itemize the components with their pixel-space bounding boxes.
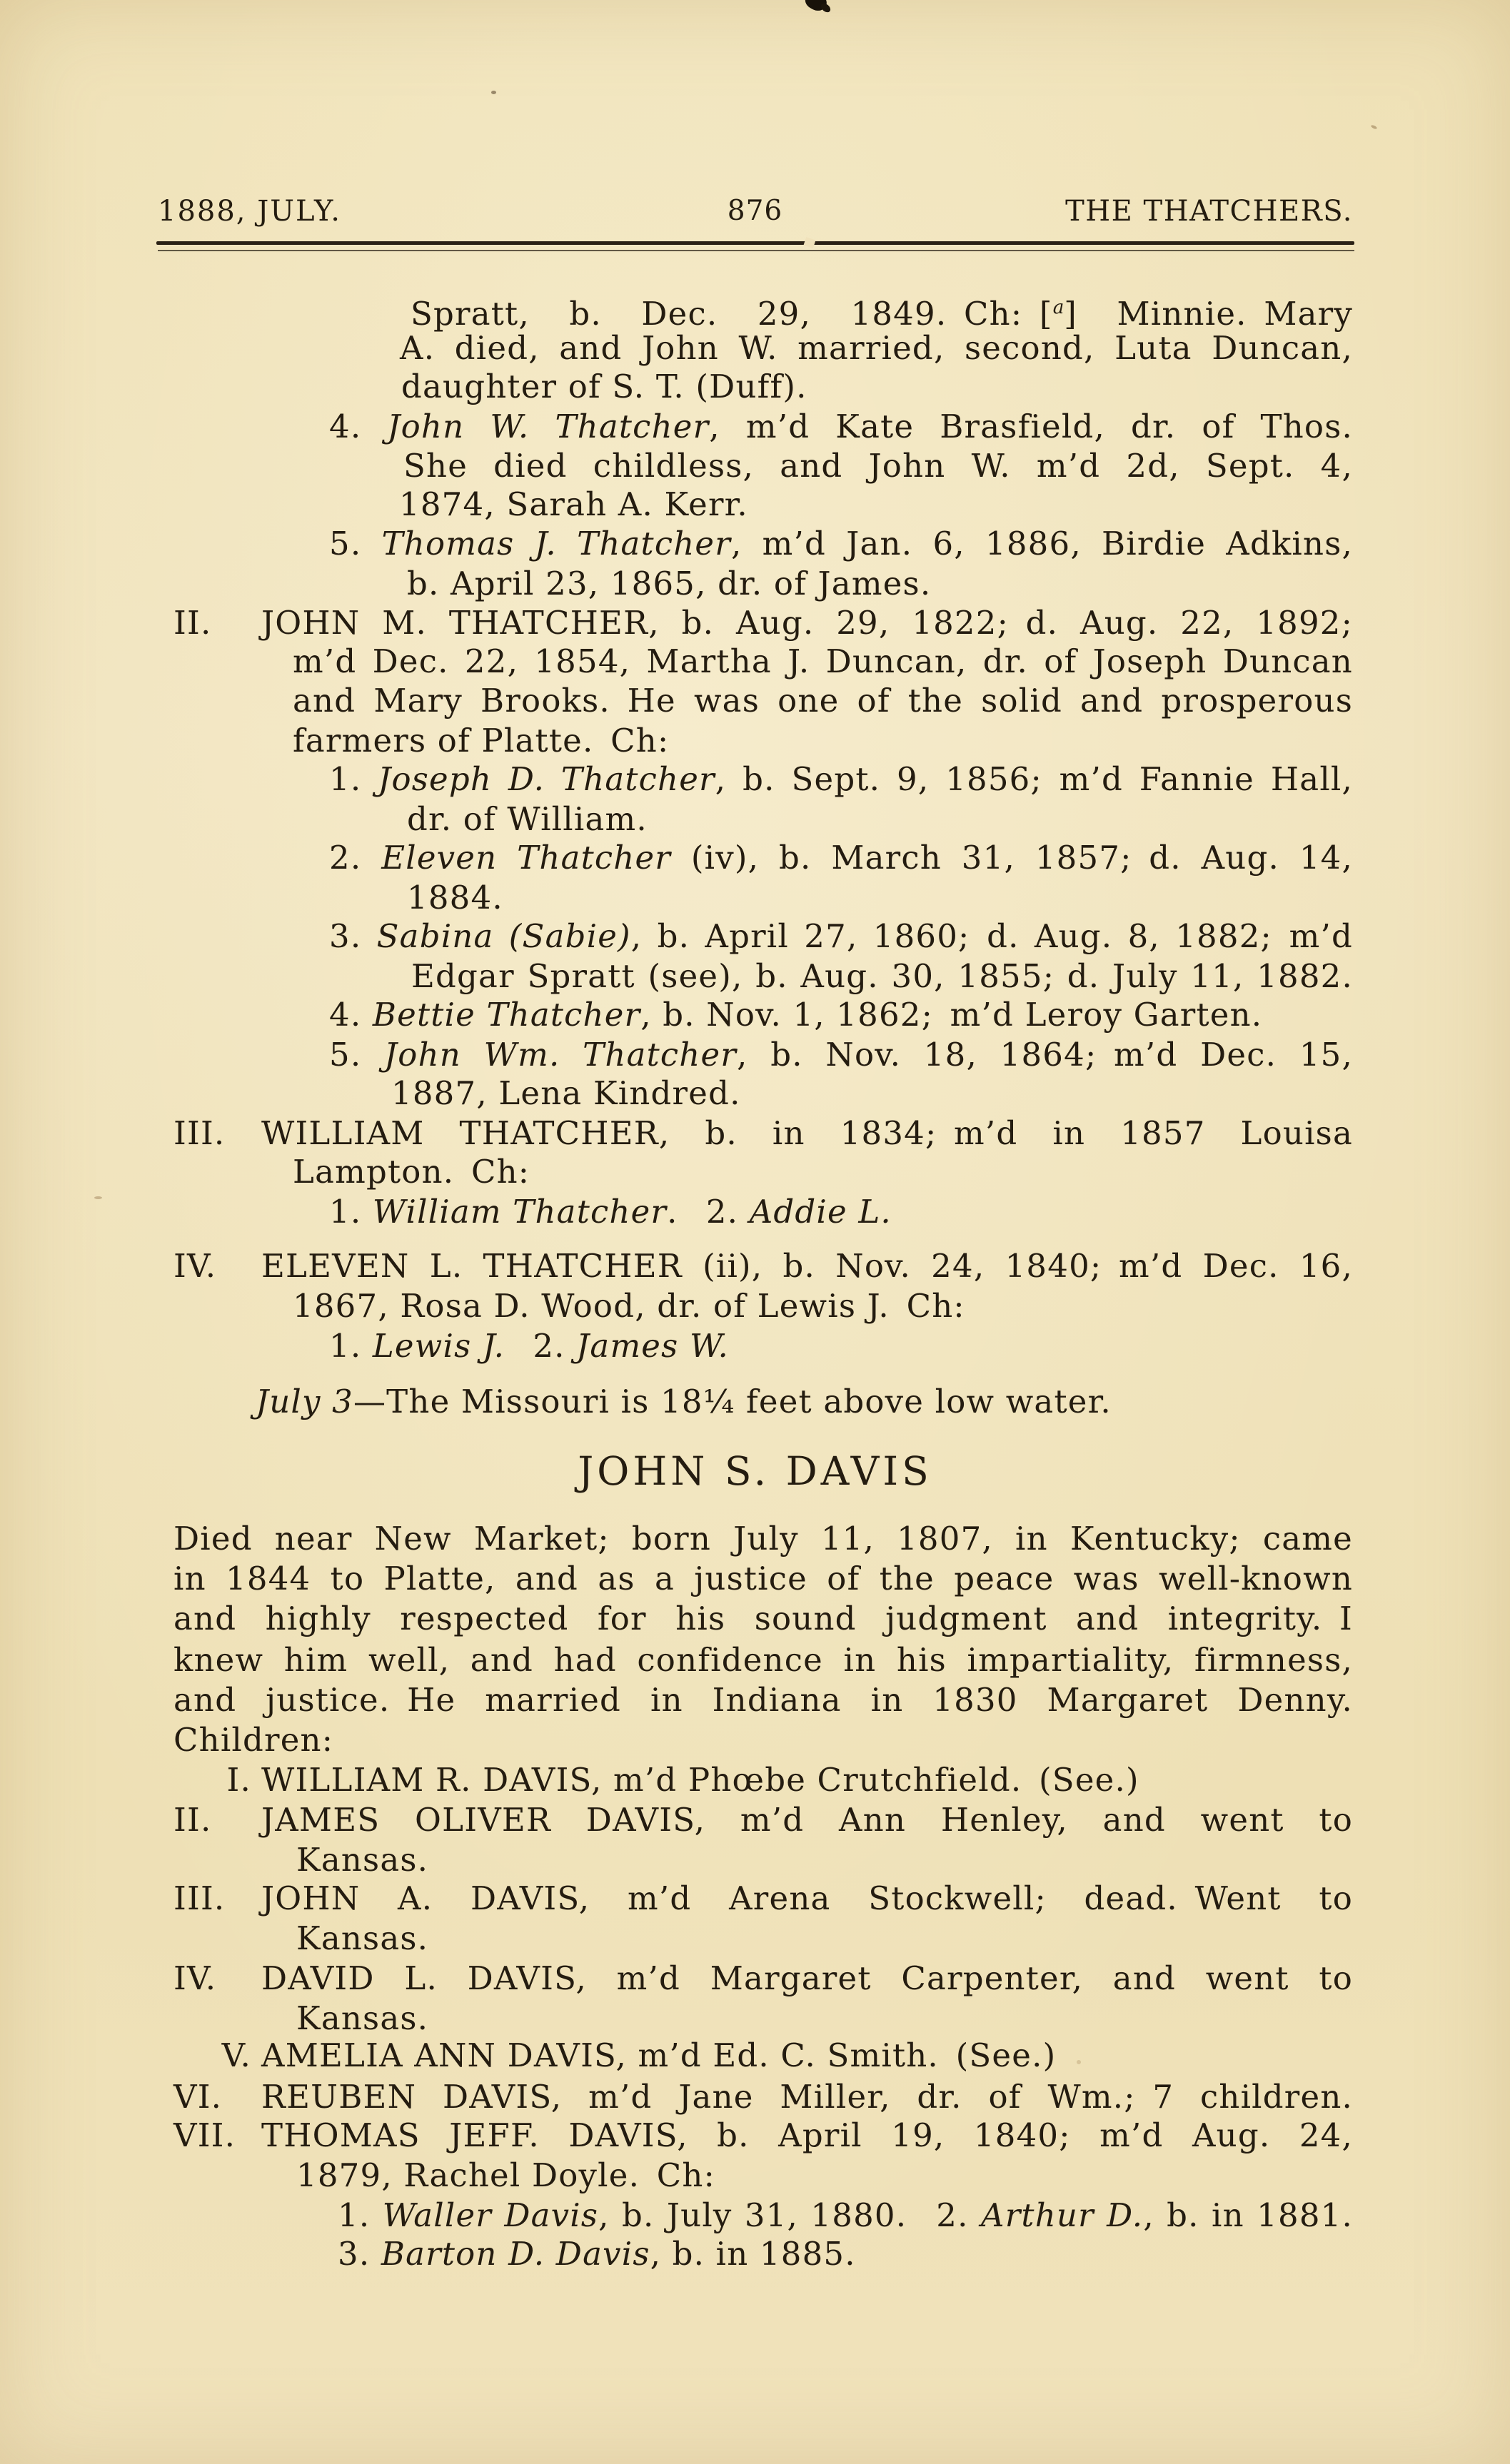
text-run: 4. <box>329 996 373 1034</box>
text-run: 4. <box>329 408 388 445</box>
text-line <box>173 1959 1353 1998</box>
text-run: , b. Nov. 1, 1862; m’d Leroy Garten. <box>640 996 1263 1034</box>
text-run: 3. <box>338 2235 381 2273</box>
text-line <box>173 1519 1353 1558</box>
text-run: She died childless, and John W. m’d 2d, Sept. 4, <box>403 447 1353 485</box>
text-run: 2. <box>505 1327 577 1365</box>
roman-numeral: VI. <box>173 2078 223 2116</box>
text-run: Died near New Market; born July 11, 1807, in Kentucky; came <box>173 1520 1353 1557</box>
text-line <box>400 328 1353 368</box>
text-run: THOMAS JEFF. DAVIS, b. April 19, 1840; m’d Aug. 24, <box>261 2116 1353 2154</box>
text-line <box>411 956 1353 996</box>
text-line <box>293 1152 530 1191</box>
text-line <box>173 1800 1353 1839</box>
italic-name: William Thatcher <box>372 1193 668 1231</box>
text-line <box>329 524 1353 563</box>
text-run: ] Minnie. Mary <box>1064 295 1353 333</box>
text-line <box>338 2234 856 2273</box>
text-line <box>296 1840 428 1879</box>
text-run: REUBEN DAVIS, m’d Jane Miller, dr. of Wm.; 7 children. <box>261 2078 1353 2116</box>
italic-name: July 3 <box>256 1383 353 1420</box>
text-line <box>173 1640 1353 1680</box>
text-run: daughter of S. T. (Duff). <box>401 368 807 405</box>
text-line <box>338 2196 1353 2235</box>
text-run: 1. <box>329 1327 373 1365</box>
text-line <box>401 367 807 406</box>
italic-name: Bettie Thatcher <box>372 996 641 1034</box>
text-line <box>296 2156 715 2195</box>
text-run: , m’d Kate Brasfield, dr. of Thos. <box>709 408 1353 445</box>
text-line <box>403 446 1353 485</box>
text-line <box>173 1760 1353 1799</box>
italic-name: Addie L. <box>749 1193 892 1231</box>
text-run: JOHN M. THATCHER, b. Aug. 29, 1822; d. Aug. 22, 1892; <box>261 604 1353 642</box>
paper-speck <box>491 91 496 94</box>
text-run: and justice. He married in Indiana in 1830 Margaret Denny. <box>173 1681 1353 1719</box>
text-line <box>173 1599 1353 1638</box>
paper-speck <box>94 1196 102 1199</box>
text-line <box>173 603 1353 642</box>
text-run: knew him well, and had confidence in his impartiality, firmness, <box>173 1641 1353 1679</box>
text-run: DAVID L. DAVIS, m’d Margaret Carpenter, and went to <box>261 1959 1353 1997</box>
text-line <box>329 759 1353 799</box>
italic-name: John Wm. Thatcher <box>384 1036 738 1074</box>
text-run: Edgar Spratt (see), b. Aug. 30, 1855; d. July 11, 1882. <box>411 957 1353 995</box>
text-run: , b. July 31, 1880. 2. <box>598 2196 981 2234</box>
entry-text <box>261 1959 1353 1998</box>
text-line <box>329 407 1353 446</box>
entry-text <box>261 1246 1353 1286</box>
text-run: JOHN A. DAVIS, m’d Arena Stockwell; dead. Went to <box>261 1879 1353 1917</box>
entry-text <box>261 1800 1353 1839</box>
italic-name: Barton D. Davis <box>381 2235 650 2273</box>
roman-numeral: VII. <box>173 2116 236 2154</box>
italic-name: Eleven Thatcher <box>381 839 672 877</box>
text-line <box>411 288 1353 333</box>
text-run: , b. Sept. 9, 1856; m’d Fannie Hall, <box>715 760 1354 798</box>
entry-text <box>261 1879 1353 1918</box>
text-run: 1884. <box>407 879 503 917</box>
text-line <box>173 1680 1353 1720</box>
text-run: , b. Nov. 18, 1864; m’d Dec. 15, <box>737 1036 1353 1074</box>
text-run: WILLIAM R. DAVIS, m’d Phœbe Crutchfield. (See.) <box>261 1761 1139 1799</box>
text-line <box>173 1879 1353 1918</box>
text-line <box>407 564 931 603</box>
text-line <box>293 642 1353 681</box>
text-run: in 1844 to Platte, and as a justice of the peace was well-known <box>173 1560 1353 1597</box>
text-line <box>407 878 503 917</box>
superscript-note: a <box>1052 297 1064 318</box>
text-run: , b. in 1881. <box>1143 2196 1353 2234</box>
text-line <box>329 995 1262 1034</box>
text-run: 1. <box>329 760 378 798</box>
text-run: and Mary Brooks. He was one of the solid and prosperous <box>293 682 1353 719</box>
text-line <box>329 917 1353 956</box>
text-run: 1. <box>338 2196 383 2234</box>
italic-name: James W. <box>576 1327 730 1365</box>
text-line <box>399 485 748 524</box>
text-line <box>329 1192 892 1231</box>
text-run: 1867, Rosa D. Wood, dr. of Lewis J. Ch: <box>293 1287 965 1325</box>
roman-numeral: III. <box>173 1879 226 1917</box>
roman-numeral: IV. <box>173 1959 217 1997</box>
page-number: 876 <box>727 195 783 227</box>
text-run: Lampton. Ch: <box>293 1153 530 1191</box>
text-run: , b. April 27, 1860; d. Aug. 8, 1882; m’d <box>630 917 1353 955</box>
entry-text <box>261 1114 1353 1153</box>
text-line <box>293 681 1353 720</box>
text-line <box>391 1074 741 1113</box>
roman-numeral: V. <box>221 2036 251 2074</box>
text-line <box>329 838 1353 877</box>
section-heading: JOHN S. DAVIS <box>578 1448 932 1494</box>
text-run: 1. <box>329 1193 373 1231</box>
text-line <box>173 1720 333 1759</box>
italic-name: Lewis J. <box>372 1327 505 1365</box>
text-line <box>173 2077 1353 2116</box>
italic-name: Arthur D. <box>981 2196 1144 2234</box>
text-run: Kansas. <box>296 1919 429 1957</box>
entry-text <box>261 2077 1353 2116</box>
text-run: Spratt, b. Dec. 29, 1849. Ch: [ <box>411 295 1053 333</box>
text-run: . 2. <box>667 1193 750 1231</box>
text-line <box>293 1286 965 1326</box>
text-run: m’d Dec. 22, 1854, Martha J. Duncan, dr. of Joseph Duncan <box>293 642 1353 680</box>
roman-numeral: III. <box>173 1114 226 1152</box>
entry-text <box>261 1760 1353 1799</box>
text-run: AMELIA ANN DAVIS, m’d Ed. C. Smith. (See.) <box>261 2036 1057 2074</box>
roman-numeral: I. <box>226 1761 251 1799</box>
entry-text <box>261 603 1353 642</box>
roman-numeral: II. <box>173 604 212 642</box>
header-rule-thin <box>158 250 1354 251</box>
text-run: b. April 23, 1865, dr. of James. <box>407 565 932 602</box>
text-run: 1874, Sarah A. Kerr. <box>399 485 748 523</box>
text-run: , m’d Jan. 6, 1886, Birdie Adkins, <box>730 525 1353 562</box>
italic-name: Waller Davis <box>382 2196 599 2234</box>
italic-name: Sabina (Sabie) <box>376 917 631 955</box>
text-run: farmers of Platte. Ch: <box>293 722 670 759</box>
roman-numeral: II. <box>173 1801 212 1839</box>
text-run: 1887, Lena Kindred. <box>391 1074 741 1112</box>
text-line <box>329 1326 729 1365</box>
text-run: 2. <box>329 839 382 877</box>
paper-speck <box>1077 2060 1081 2064</box>
italic-name: Thomas J. Thatcher <box>381 525 731 562</box>
entry-text <box>261 2036 1353 2075</box>
text-run: 3. <box>329 917 377 955</box>
roman-numeral: IV. <box>173 1247 217 1285</box>
italic-name: Joseph D. Thatcher <box>378 760 715 798</box>
text-run: —The Missouri is 18¼ feet above low water. <box>353 1383 1112 1420</box>
text-run: A. died, and John W. married, second, Luta Duncan, <box>400 329 1353 367</box>
text-line <box>173 2036 1353 2075</box>
text-run: JAMES OLIVER DAVIS, m’d Ann Henley, and went to <box>261 1801 1353 1839</box>
text-run: ELEVEN L. THATCHER (ii), b. Nov. 24, 1840; m’d Dec. 16, <box>261 1247 1353 1285</box>
entry-text <box>261 2116 1353 2155</box>
text-run: , b. in 1885. <box>650 2235 856 2273</box>
text-line <box>256 1382 1112 1421</box>
running-head-date: 1888, JULY. <box>158 195 341 228</box>
text-line <box>296 1999 428 2038</box>
text-run: Kansas. <box>296 1999 429 2037</box>
text-line <box>296 1919 428 1958</box>
running-head-title: THE THATCHERS. <box>1065 195 1353 228</box>
text-run: dr. of William. <box>407 800 648 838</box>
text-run: Kansas. <box>296 1841 429 1879</box>
header-rule-break <box>803 237 815 248</box>
text-line <box>329 1035 1353 1074</box>
text-run: 5. <box>329 1036 385 1074</box>
text-line <box>173 1114 1353 1153</box>
paper-speck <box>1371 124 1378 129</box>
text-line <box>173 1559 1353 1598</box>
text-run: and highly respected for his sound judgment and integrity. I <box>173 1600 1353 1637</box>
text-line <box>407 799 648 839</box>
text-run: WILLIAM THATCHER, b. in 1834; m’d in 1857 Louisa <box>261 1114 1353 1152</box>
text-run: Children: <box>173 1721 334 1759</box>
text-run: 5. <box>329 525 382 562</box>
text-run: 1879, Rachel Doyle. Ch: <box>296 2156 715 2194</box>
ink-blot-tail <box>820 1 832 14</box>
text-line <box>173 2116 1353 2155</box>
header-rule-thick <box>156 241 1354 245</box>
text-line <box>293 721 669 760</box>
text-run: (iv), b. March 31, 1857; d. Aug. 14, <box>671 839 1354 877</box>
italic-name: John W. Thatcher <box>387 408 710 445</box>
text-line <box>173 1246 1353 1286</box>
